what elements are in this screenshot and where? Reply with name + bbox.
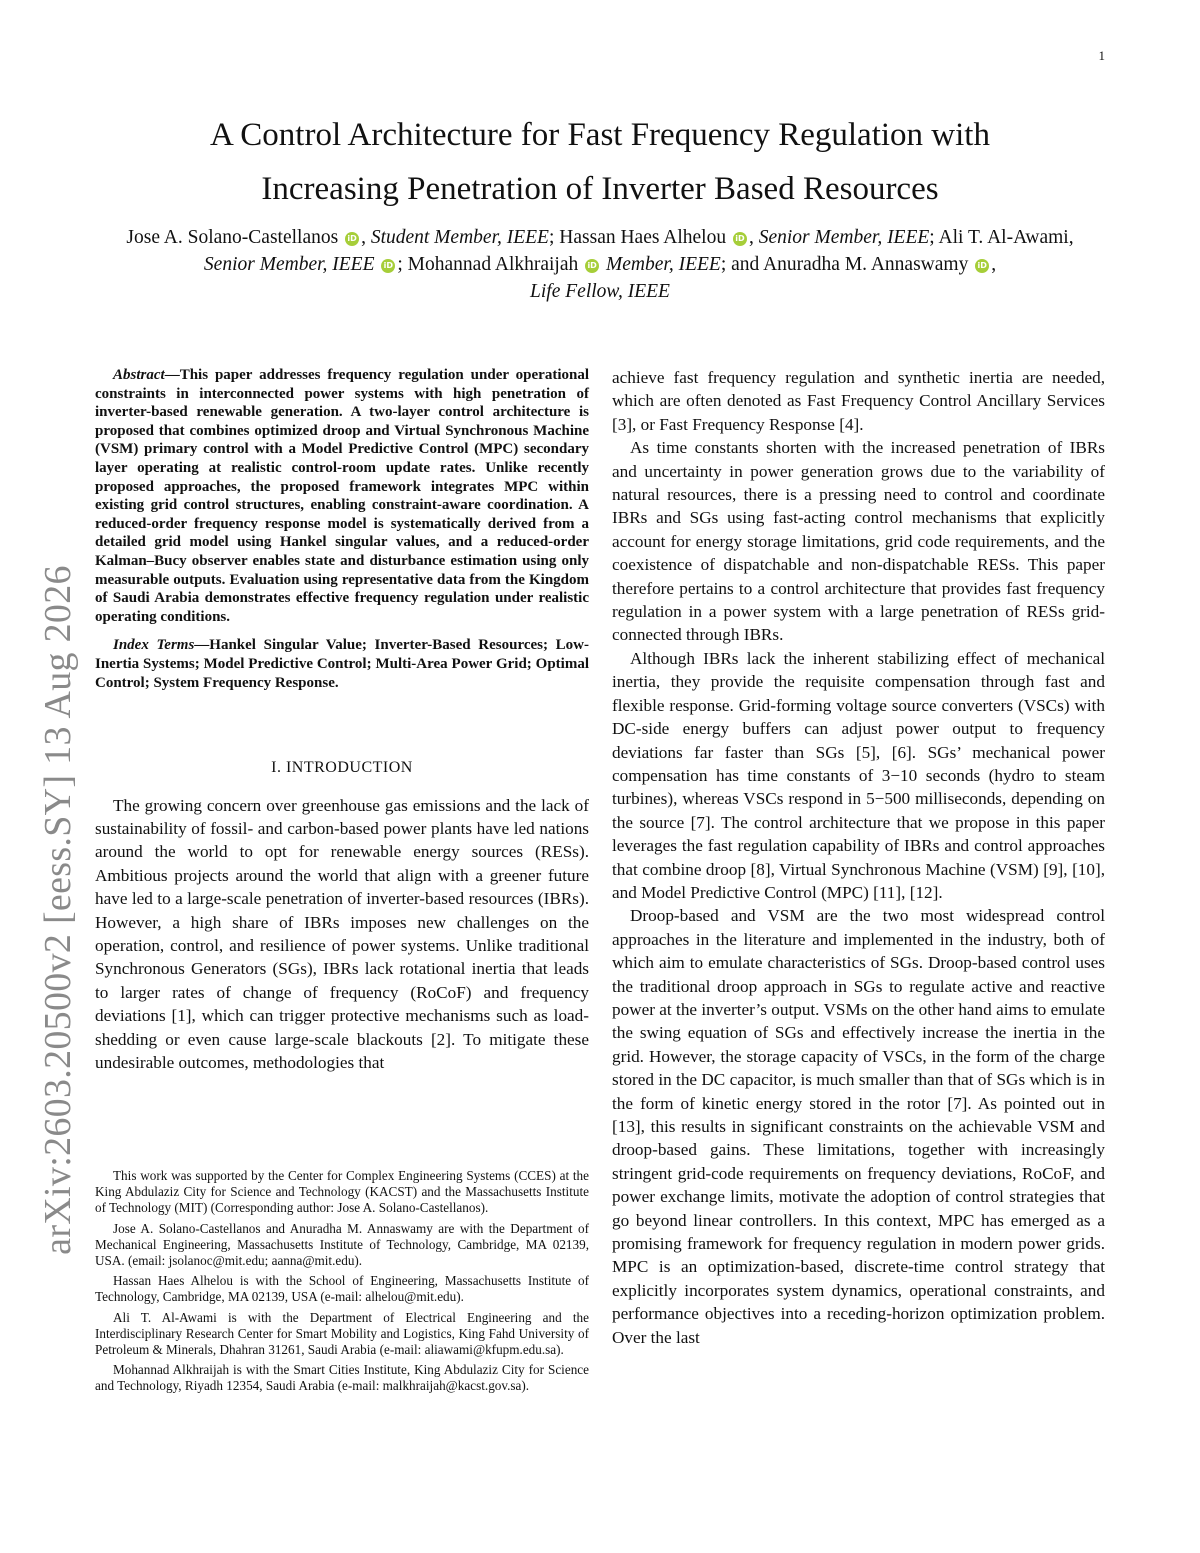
author-list: Jose A. Solano-Castellanos iD , Student Member, IEEE; Hassan Haes Alhelou iD , Senior Member, IEEE; Ali T. Al-Awami, Senior Member, IEEE iD ; Mohannad Alkhraijah iD Member, IEEE; and Anuradha M. Annaswamy iD , Life Fellow, IEEE xyxy=(126,227,1074,302)
left-column xyxy=(95,366,589,1074)
paper-title xyxy=(140,108,1060,216)
author-role: Student Member, IEEE xyxy=(370,227,549,248)
page-number: 1 xyxy=(1098,48,1105,63)
author-name: and Anuradha M. Annaswamy xyxy=(731,254,969,275)
footnote: Mohannad Alkhraijah is with the Smart Cities Institute, King Abdulaziz City for Science and Technology, Riyadh 12354, Saudi Arabia (e-mail: malkhraijah@kacst.gov.sa). xyxy=(95,1362,589,1394)
body-paragraph: Although IBRs lack the inherent stabilizing effect of mechanical inertia, they provide the requisite compensation through fast and flexible response. Grid-forming voltage source converters (VSCs) with DC-side energy buffers can adjust power output to frequency deviations far faster than SGs [5], [6]. SGs’ mechanical power compensation has time constants of 3−10 seconds (hydro to steam turbines), whereas VSCs respond in 5−500 milliseconds, depending on the source [7]. The control architecture that we propose in this paper leverages the fast regulation capability of IBRs and control approaches that combine droop [8], Virtual Synchronous Machine (VSM) [9], [10], and Model Predictive Control (MPC) [11], [12]. xyxy=(612,648,1105,902)
intro-paragraph: The growing concern over greenhouse gas emissions and the lack of sustainability of fossil- and carbon-based power plants have led nations around the world to opt for renewable energy sources (RESs). Ambitious projects around the world that align with a greener future have led to a large-scale penetration of inverter-based resources (IBRs). However, a high share of IBRs imposes new challenges on the operation, control, and resilience of power systems. Unlike traditional Synchronous Generators (SGs), IBRs lack rotational inertia that leads to larger rates of change of frequency (RoCoF) and frequency deviations [1], which can trigger protective mechanisms such as load-shedding or even cause large-scale blackouts [2]. To mitigate these undesirable outcomes, methodologies that xyxy=(95,795,589,1072)
author-role: Senior Member, IEEE xyxy=(203,254,375,275)
author-role: Senior Member, IEEE xyxy=(758,227,930,248)
index-terms xyxy=(95,636,589,692)
body-paragraph: Droop-based and VSM are the two most widespread control approaches in the literature and implemented in the industry, both of which aim to emulate characteristics of SGs. Droop-based control uses the traditional droop approach in SGs to regulate active and reactive power at the inverter’s output. VSMs on the other hand aims to emulate the swing equation of SGs and effectively increase the inertia in the grid. However, the storage capacity of VSCs, in the form of the charge stored in the DC capacitor, is much smaller than that of SGs which is in the form of kinetic energy stored in the rotor [7]. As pointed out in [13], this results in significant constraints on the achievable VSM and droop-based gains. These limitations, together with increasingly stringent grid-code requirements on frequency deviations, RoCoF, and power exchange limits, motivate the adoption of control strategies that go beyond linear controllers. In this context, MPC has emerged as a promising framework for frequency regulation in modern power grids. MPC is an optimization-based, discrete-time control strategy that explicitly incorporates system dynamics, operational constraints, and performance objectives into a receding-horizon optimization problem. Over the last xyxy=(612,906,1105,1347)
orcid-icon[interactable]: iD xyxy=(345,232,359,246)
index-terms-text: —Hankel Singular Value; Inverter-Based Resources; Low-Inertia Systems; Model Predictive Control; Multi-Area Power Grid; Optimal Control; System Frequency Response. xyxy=(95,637,590,691)
footnotes xyxy=(95,1168,589,1399)
author-name: Hassan Haes Alhelou xyxy=(559,227,727,248)
author-role: Life Fellow, IEEE xyxy=(530,281,670,302)
title-line-1: A Control Architecture for Fast Frequency Regulation with xyxy=(210,117,990,153)
body-paragraph: As time constants shorten with the increased penetration of IBRs and uncertainty in power generation grows due to the variability of natural resources, there is a pressing need to control and coordinate IBRs and SGs using fast-acting control mechanisms that explicitly account for energy storage limitations, grid code requirements, and the coexistence of dispatchable and non-dispatchable RESs. This paper therefore pertains to a control architecture that provides fast frequency regulation in a power system with a large penetration of RESs grid-connected through IBRs. xyxy=(612,438,1105,645)
author-role: Member, IEEE xyxy=(606,254,721,275)
abstract-text: —This paper addresses frequency regulation under operational constraints in interconnected power systems with high penetration of inverter-based renewable generation. A two-layer control architecture is proposed that combines optimized droop and Virtual Synchronous Machine (VSM) primary control with a Model Predictive Control (MPC) secondary layer operating at realistic control-room update rates. Unlike recently proposed approaches, the proposed framework integrates MPC within existing grid control structures, enabling constraint-aware coordination. A reduced-order frequency response model is systematically derived from a detailed grid model using Hankel singular values, and a reduced-order Kalman–Bucy observer enables state and disturbance estimation using only measurable outputs. Evaluation using representative data from the Kingdom of Saudi Arabia demonstrates effective frequency regulation under realistic operating conditions. xyxy=(95,367,589,625)
orcid-icon[interactable]: iD xyxy=(975,259,989,273)
footnote: This work was supported by the Center for Complex Engineering Systems (CCES) at the King Abdulaziz City for Science and Technology (KACST) and the Massachusetts Institute of Technology (MIT) (Corresponding author: Jose A. Solano-Castellanos). xyxy=(95,1168,589,1216)
author-name: Jose A. Solano-Castellanos xyxy=(126,227,339,248)
orcid-icon[interactable]: iD xyxy=(585,259,599,273)
footnote: Jose A. Solano-Castellanos and Anuradha M. Annaswamy are with the Department of Mechanical Engineering, Massachusetts Institute of Technology, Cambridge, MA 02139, USA. (email: jsolanoc@mit.edu; aanna@mit.edu). xyxy=(95,1220,589,1269)
orcid-icon[interactable]: iD xyxy=(381,259,395,273)
footnote: Hassan Haes Alhelou is with the School of Engineering, Massachusetts Institute of Technology, Cambridge, MA 02139, USA (e-mail: alhelou@mit.edu). xyxy=(95,1273,589,1305)
arxiv-side-stamp: arXiv:2603.20500v2 [eess.SY] 13 Aug 2026 xyxy=(37,565,79,1255)
right-column xyxy=(612,366,1105,1349)
abstract xyxy=(95,366,589,626)
index-terms-label: Index Terms xyxy=(113,637,195,654)
footnote: Ali T. Al-Awami is with the Department of Electrical Engineering and the Interdisciplinary Research Center for Smart Mobility and Logistics, King Fahd University of Petroleum & Minerals, Dhahran 31261, Saudi Arabia (e-mail: aliawami@kfupm.edu.sa). xyxy=(95,1309,589,1358)
author-name: Mohannad Alkhraijah xyxy=(407,254,579,275)
title-line-2: Increasing Penetration of Inverter Based Resources xyxy=(261,171,939,207)
body-paragraph: achieve fast frequency regulation and synthetic inertia are needed, which are often denoted as Fast Frequency Control Ancillary Services [3], or Fast Frequency Response [4]. xyxy=(612,368,1105,434)
orcid-icon[interactable]: iD xyxy=(733,232,747,246)
section-heading: I. INTRODUCTION xyxy=(271,759,413,777)
abstract-label: Abstract xyxy=(113,367,165,383)
author-name: Ali T. Al-Awami, xyxy=(938,227,1074,248)
